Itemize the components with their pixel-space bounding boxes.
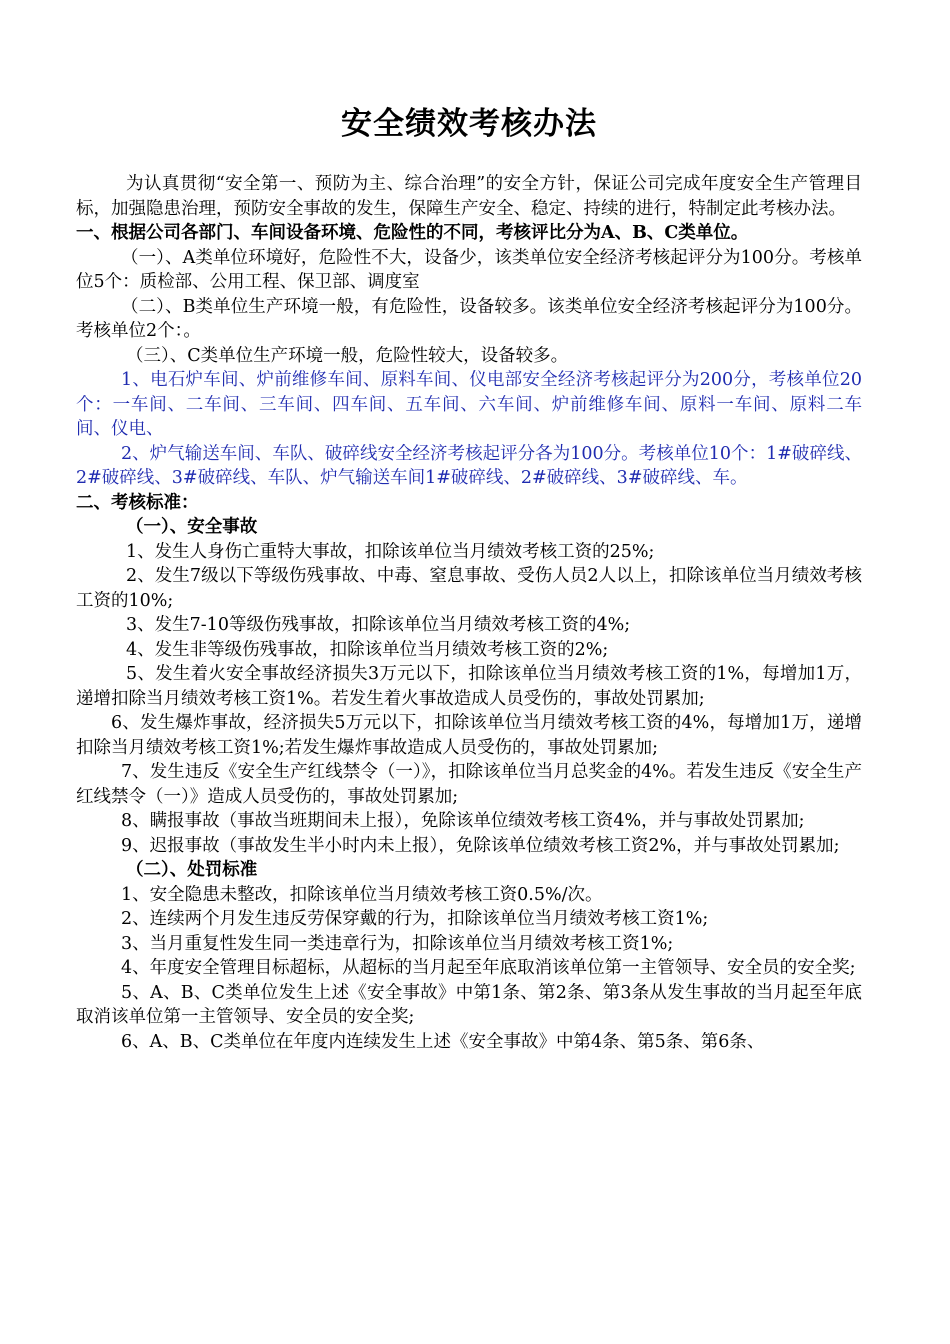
accident-rule-7: 7、发生违反《安全生产红线禁令（一）》，扣除该单位当月总奖金的4%。若发生违反《安全生产红线禁令（一）》造成人员受伤的，事故处罚累加; — [76, 762, 862, 807]
accident-rule-5: 5、发生着火安全事故经济损失3万元以下，扣除该单位当月绩效考核工资的1%，每增加1万，递增扣除当月绩效考核工资1%。若发生着火事故造成人员受伤的，事故处罚累加; — [76, 664, 862, 709]
class-c-item-2: 2、炉气输送车间、车队、破碎线安全经济考核起评分各为100分。考核单位10个：1#破碎线、2#破碎线、3#破碎线、车队、炉气输送车间1#破碎线、2#破碎线、3#破碎线、车。 — [76, 443, 862, 488]
accident-rule-1: 1、发生人身伤亡重特大事故，扣除该单位当月绩效考核工资的25%; — [126, 541, 655, 562]
penalty-rule-1: 1、安全隐患未整改，扣除该单位当月绩效考核工资0.5%/次。 — [121, 884, 603, 905]
penalty-rule-2: 2、连续两个月发生违反劳保穿戴的行为，扣除该单位当月绩效考核工资1%; — [121, 909, 709, 929]
class-b-paragraph: （二）、B类单位生产环境一般，有危险性，设备较多。该类单位安全经济考核起评分为100分。考核单位2个：。 — [76, 296, 862, 341]
class-c-item-1: 1、电石炉车间、炉前维修车间、原料车间、仪电部安全经济考核起评分为200分，考核单位20个：一车间、二车间、三车间、四车间、五车间、六车间、炉前维修车间、原料一车间、原料二车间、仪电、 — [76, 370, 862, 439]
intro-paragraph: 为认真贯彻“安全第一、预防为主、综合治理”的安全方针，保证公司完成年度安全生产管理目标，加强隐患治理，预防安全事故的发生，保障生产安全、稳定、持续的进行，特制定此考核办法。 — [76, 174, 862, 219]
penalty-rule-3: 3、当月重复性发生同一类违章行为，扣除该单位当月绩效考核工资1%; — [121, 933, 674, 954]
penalty-rule-5: 5、A、B、C类单位发生上述《安全事故》中第1条、第2条、第3条从发生事故的当月起至年底取消该单位第一主管领导、安全员的安全奖; — [76, 982, 862, 1027]
accident-rule-8: 8、瞒报事故（事故当班期间未上报），免除该单位绩效考核工资4%，并与事故处罚累加; — [121, 811, 805, 831]
accident-rule-2: 2、发生7级以下等级伤残事故、中毒、窒息事故、受伤人员2人以上，扣除该单位当月绩效考核工资的10%; — [76, 566, 862, 611]
document-title: 安全绩效考核办法 — [341, 106, 597, 142]
accident-rule-3: 3、发生7-10等级伤残事故，扣除该单位当月绩效考核工资的4%; — [126, 615, 631, 635]
penalty-rule-4: 4、年度安全管理目标超标，从超标的当月起至年底取消该单位第一主管领导、安全员的安全奖; — [121, 958, 856, 978]
subsection-heading-penalties: （二）、处罚标准 — [126, 860, 258, 880]
class-a-paragraph: （一）、A类单位环境好，危险性不大，设备少，该类单位安全经济考核起评分为100分。考核单位5个：质检部、公用工程、保卫部、调度室 — [76, 247, 862, 292]
subsection-heading-accidents: （一）、安全事故 — [126, 517, 258, 537]
class-c-paragraph: （三）、C类单位生产环境一般，危险性较大，设备较多。 — [126, 345, 569, 366]
accident-rule-4: 4、发生非等级伤残事故，扣除该单位当月绩效考核工资的2%; — [126, 639, 609, 660]
section-heading-standards: 二、考核标准： — [76, 492, 199, 513]
accident-rule-6: 6、发生爆炸事故，经济损失5万元以下，扣除该单位当月绩效考核工资的4%，每增加1万，递增扣除当月绩效考核工资1%;若发生爆炸事故造成人员受伤的，事故处罚累加; — [76, 713, 862, 758]
document-body — [76, 172, 862, 1054]
penalty-rule-6: 6、A、B、C类单位在年度内连续发生上述《安全事故》中第4条、第5条、第6条、 — [121, 1031, 765, 1052]
accident-rule-9: 9、迟报事故（事故发生半小时内未上报），免除该单位绩效考核工资2%，并与事故处罚累加; — [121, 835, 840, 856]
section-heading-classification: 一、根据公司各部门、车间设备环境、危险性的不同，考核评比分为A、B、C类单位。 — [76, 223, 749, 243]
